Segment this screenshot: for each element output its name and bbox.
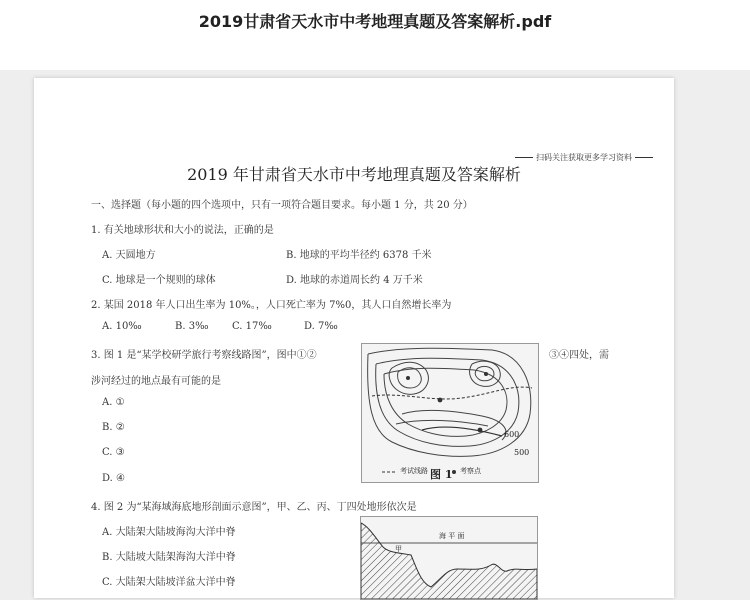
seafloor-profile-graphic [361,517,537,599]
q2-stem: 2. 某国 2018 年人口出生率为 10%。，人口死亡率为 7%0，其人口自然增长率为 [91,300,452,311]
paper-title: 2019 年甘肃省天水市中考地理真题及答案解析 [187,165,521,184]
q3-option-a: A. ① [102,397,125,408]
q3-option-c: C. ③ [102,447,125,458]
q2-option-c: C. 17‰ [232,321,272,332]
q2-option-d: D. 7‰ [304,321,338,332]
q3-option-d: D. ④ [102,473,125,484]
q3-stem-part2: ③④四处，需 [549,350,609,361]
contour-label-500: 500 [514,448,530,457]
q3-stem-part1: 3. 图 1 是“某学校研学旅行考察线路图”，图中①② [91,350,317,361]
label-jia: 甲 [395,545,402,553]
dash-left [515,157,533,158]
qr-note-text: 扫码关注获取更多学习资料 [536,153,632,162]
q4-stem: 4. 图 2 为“某海域海底地形剖面示意图”，甲、乙、丙、丁四处地形依次是 [91,502,417,513]
q4-option-c: C. 大陆架大陆坡洋盆大洋中脊 [102,577,236,588]
pdf-page [34,78,674,598]
section-heading: 一、选择题（每小题的四个选项中，只有一项符合题目要求。每小题 1 分，共 20 分） [91,200,473,211]
figure-1-caption: 图 1 [430,468,453,481]
q3-stem-line2: 涉河经过的地点最有可能的是 [91,376,221,387]
sea-level-label: 海 平 面 [439,532,465,540]
q4-option-a: A. 大陆架大陆坡海沟大洋中脊 [102,527,236,538]
viewer-header [0,0,750,70]
q1-option-b: B. 地球的平均半径约 6378 千米 [286,250,432,261]
q1-option-d: D. 地球的赤道周长约 4 万千米 [286,275,423,286]
q4-option-b: B. 大陆坡大陆架海沟大洋中脊 [102,552,236,563]
dash-right [635,157,653,158]
legend-point: 考察点 [460,467,481,475]
q1-option-c: C. 地球是一个规则的球体 [102,275,216,286]
figure-1-contour-map [361,343,539,483]
contour-map-graphic [362,344,538,482]
q2-option-b: B. 3‰ [175,321,209,332]
q1-option-a: A. 天圆地方 [102,250,156,261]
legend-route: 考试线路 [400,467,428,475]
contour-label-600: 600 [504,430,520,439]
q1-stem: 1. 有关地球形状和大小的说法，正确的是 [91,225,274,236]
q2-option-a: A. 10‰ [102,321,142,332]
file-title: 2019甘肃省天水市中考地理真题及答案解析.pdf [198,12,552,31]
figure-2-seafloor-profile [360,516,538,600]
q3-option-b: B. ② [102,422,125,433]
